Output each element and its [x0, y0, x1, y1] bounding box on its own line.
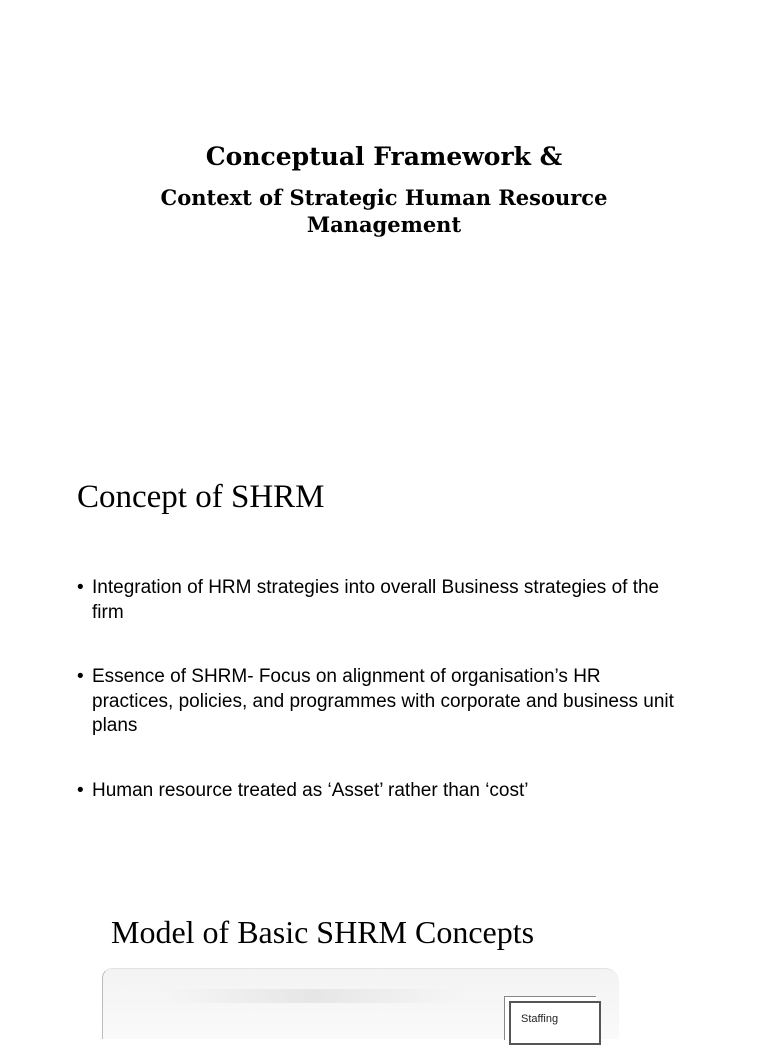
- concept-bullet-list: [77, 576, 677, 803]
- bullet-item: • Essence of SHRM- Focus on alignment of organisation’s HR practices, policies, and programmes with corporate and business unit plans: [77, 665, 677, 739]
- slide-subtitle: Context of Strategic Human Resource Management: [160, 185, 608, 237]
- bullet-item: • Integration of HRM strategies into overall Business strategies of the firm: [77, 576, 677, 625]
- concept-heading: Concept of SHRM: [77, 479, 325, 515]
- slide-title: Conceptual Framework &: [205, 142, 563, 171]
- title-slide: [0, 140, 768, 238]
- shrm-model-diagram: [102, 968, 619, 1039]
- diagram-scan-artifact: [163, 989, 463, 1003]
- model-heading: Model of Basic SHRM Concepts: [111, 914, 535, 950]
- bullet-item: • Human resource treated as ‘Asset’ rather than ‘cost’: [77, 779, 677, 804]
- staffing-box: [509, 1001, 601, 1045]
- staffing-label: Staffing: [521, 1013, 559, 1025]
